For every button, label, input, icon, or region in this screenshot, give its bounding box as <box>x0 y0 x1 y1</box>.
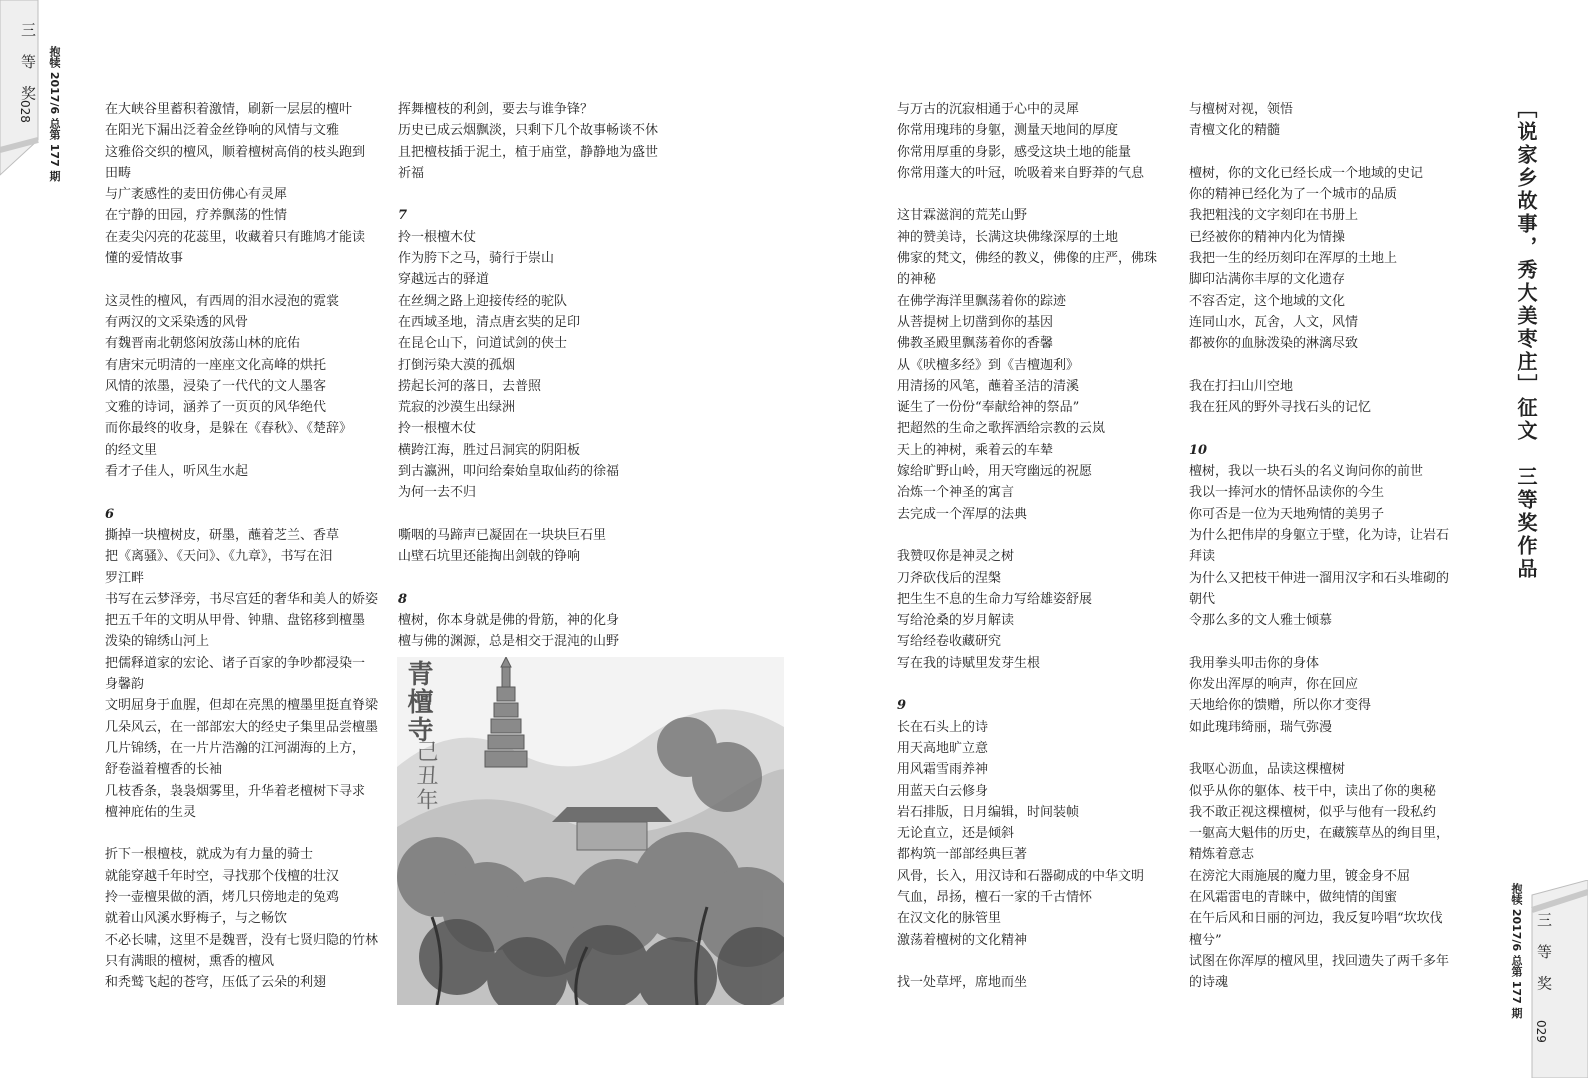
poem-line: 朝代 <box>1189 591 1216 607</box>
poem-line: 似乎从你的躯体、枝干中，读出了你的奥秘 <box>1189 783 1437 799</box>
painting-calligraphy-date: 己丑年 <box>413 740 438 812</box>
poem-line: 拎一根檀木仗 <box>398 421 477 437</box>
poem-line: 我把粗浅的文字刻印在书册上 <box>1189 208 1359 224</box>
poem-line: 几片锦绣，在一片片浩瀚的江河湖海的上方， <box>105 740 366 756</box>
poem-line: 写给沧桑的岁月解读 <box>897 613 1015 629</box>
stanza-break <box>398 184 678 205</box>
poem-line: 气血，昂扬，檀石一家的千古情怀 <box>897 889 1093 905</box>
poem-line: 精炼着意志 <box>1189 847 1255 863</box>
poem-line: 有唐宋元明清的一座座文化高峰的烘托 <box>105 357 327 373</box>
poem-line: 罗江畔 <box>105 570 145 586</box>
left-folio: 抱犊 2017/6 总第 177 期 <box>48 46 61 182</box>
poem-line: 长在石头上的诗 <box>897 719 989 735</box>
section-number: 6 <box>105 506 115 522</box>
poem-line: 我不敢正视这棵檀树，似乎与他有一段私约 <box>1189 804 1437 820</box>
poem-line: 檀神庇佑的生灵 <box>105 804 197 820</box>
poem-line: 的经文里 <box>105 442 158 458</box>
poem-line: 冶炼一个神圣的寓言 <box>897 485 1015 501</box>
stanza-break <box>897 525 1177 546</box>
poem-line: 与万古的沉寂相通于心中的灵犀 <box>897 102 1080 117</box>
right-award-label: 三 等 奖 <box>1535 912 1553 997</box>
poem-line: 嘶咽的马蹄声已凝固在一块块巨石里 <box>398 527 607 543</box>
poem-line: 把《离骚》、《天问》、《九章》，书写在汨 <box>105 549 333 565</box>
poem-line: 天地给你的馈赠，所以你才变得 <box>1189 698 1372 714</box>
poem-line: 几枝香条，袅袅烟雾里，升华着老檀树下寻求 <box>105 783 366 799</box>
poem-line: 写给经卷收藏研究 <box>897 634 1002 650</box>
stanza-break <box>1189 355 1469 376</box>
poem-line: 和秃鹫飞起的苍穹，压低了云朵的利翅 <box>105 975 327 991</box>
poem-line: 无论直立，还是倾斜 <box>897 826 1015 842</box>
poem-line: 我呕心沥血，品读这棵檀树 <box>1189 762 1346 778</box>
text-column-4 <box>1189 99 1469 993</box>
section-number: 7 <box>398 208 408 224</box>
poem-line: 舒卷溢着檀香的长袖 <box>105 762 223 778</box>
stanza-break <box>1189 631 1469 652</box>
poem-line: 你的精神已经化为了一个城市的品质 <box>1189 187 1398 203</box>
poem-line: 檀兮” <box>1189 932 1222 948</box>
poem-line: 不必长啸，这里不是魏晋，没有七贤归隐的竹林 <box>105 932 379 948</box>
poem-line: 如此瑰玮绮丽，瑞气弥漫 <box>1189 719 1333 735</box>
painting-calligraphy-title: 青檀寺 <box>403 660 433 744</box>
painting-drawing <box>397 657 784 1005</box>
poem-line: 风骨，长入，用汉诗和石器砌成的中华文明 <box>897 868 1145 884</box>
poem-line: 泼染的锦绣山河上 <box>105 634 210 650</box>
poem-line: 在风霜雷电的青睐中，做纯情的闺蜜 <box>1189 889 1398 905</box>
poem-line: 佛家的梵文，佛经的教义，佛像的庄严，佛珠 <box>897 251 1158 267</box>
poem-line: 几朵风云，在一部部宏大的经史子集里品尝檀墨 <box>105 719 379 735</box>
poem-line: 檀与佛的渊源，总是相交于混沌的山野 <box>398 634 620 650</box>
poem-line: 为什么又把枝干伸进一溜用汉字和石头堆砌的 <box>1189 570 1450 586</box>
poem-line: 从菩提树上切凿到你的基因 <box>897 314 1054 330</box>
ink-landscape-painting <box>397 657 784 1005</box>
poem-line: 在滂沱大雨施展的魔力里，镀金身不屈 <box>1189 868 1411 884</box>
poem-line: 你常用蓬大的叶冠，吮吸着来自野莽的气息 <box>897 165 1145 181</box>
poem-line: 就着山风溪水野梅子，与之畅饮 <box>105 911 288 927</box>
poem-line: 只有满眼的檀树，熏香的檀风 <box>105 953 275 969</box>
poem-line: 我在打扫山川空地 <box>1189 378 1294 394</box>
poem-line: 去完成一个浑厚的法典 <box>897 506 1028 522</box>
poem-line: 历史已成云烟飘淡，只剩下几个故事畅谈不休 <box>398 123 659 139</box>
poem-line: 在大峡谷里蓄积着激情，刷新一层层的檀叶 <box>105 102 353 117</box>
poem-line: 拎一根檀木仗 <box>398 229 477 245</box>
poem-line: 不容否定，这个地域的文化 <box>1189 293 1346 309</box>
poem-line: 在午后风和日丽的河边，我反复吟唱“坎坎伐 <box>1189 911 1443 927</box>
poem-line: 用清扬的风笔，蘸着圣洁的清溪 <box>897 378 1080 394</box>
poem-line: 把超然的生命之歌挥洒给宗教的云岚 <box>897 421 1106 437</box>
poem-line: 檀树，你本身就是佛的骨筋，神的化身 <box>398 613 620 629</box>
poem-line: 我以一捧河水的情怀品读你的今生 <box>1189 485 1385 501</box>
poem-line: 风情的浓墨，浸染了一代代的文人墨客 <box>105 378 327 394</box>
stanza-break <box>105 269 385 290</box>
poem-line: 横跨江海，胜过吕洞宾的阴阳板 <box>398 442 581 458</box>
poem-line: 打倒污染大漠的孤烟 <box>398 357 516 373</box>
poem-line: 你可否是一位为天地殉情的美男子 <box>1189 506 1385 522</box>
stanza-break <box>897 674 1177 695</box>
poem-line: 在佛学海洋里飘荡着你的踪迹 <box>897 293 1067 309</box>
poem-line: 试图在你浑厚的檀风里，找回遗失了两千多年 <box>1189 953 1450 969</box>
poem-line: 穿越远古的驿道 <box>398 272 490 288</box>
text-column-1 <box>105 99 385 993</box>
poem-line: 你常用厚重的身影，感受这块土地的能量 <box>897 144 1132 160</box>
poem-line: 檀树，我以一块石头的名义询问你的前世 <box>1189 464 1424 480</box>
poem-line: 而你最终的收身，是躲在《春秋》、《楚辞》 <box>105 421 353 437</box>
poem-line: 折下一根檀枝，就成为有力量的骑士 <box>105 847 314 863</box>
section-number: 9 <box>897 698 907 714</box>
poem-line: 田畴 <box>105 165 132 181</box>
poem-line: 在西域圣地，清点唐玄奘的足印 <box>398 314 581 330</box>
text-column-2 <box>398 99 678 653</box>
poem-line: 令那么多的文人雅士倾慕 <box>1189 613 1333 629</box>
poem-line: 青檀文化的精髓 <box>1189 123 1281 139</box>
poem-line: 捞起长河的落日，去普照 <box>398 378 542 394</box>
poem-line: 这雅俗交织的檀风，顺着檀树高俏的枝头跑到 <box>105 144 366 160</box>
poem-line: 找一处草坪，席地而坐 <box>897 975 1028 991</box>
poem-line: 作为胯下之马，骑行于崇山 <box>398 251 555 267</box>
poem-line: 身馨韵 <box>105 677 145 693</box>
left-page-number: 028 <box>18 100 32 123</box>
poem-line: 神的赞美诗，长满这块佛缘深厚的土地 <box>897 229 1119 245</box>
right-folio: 抱犊 2017/6 总第 177 期 <box>1510 883 1523 1019</box>
stanza-break <box>897 184 1177 205</box>
poem-line: 我把一生的经历刻印在浑厚的土地上 <box>1189 251 1398 267</box>
section-number: 8 <box>398 591 408 607</box>
right-page-title: ［说家乡故事，秀大美枣庄］征文 三等奖作品 <box>1514 98 1538 581</box>
poem-line: 在昆仑山下，问道试剑的侠士 <box>398 336 568 352</box>
poem-line: 在阳光下漏出泛着金丝铮响的风情与文雅 <box>105 123 340 139</box>
poem-line: 拜读 <box>1189 549 1216 565</box>
poem-line: 都构筑一部部经典巨著 <box>897 847 1028 863</box>
stanza-break <box>398 568 678 589</box>
poem-line: 一躯高大魁伟的历史，在藏簇草丛的绚目里， <box>1189 826 1450 842</box>
poem-line: 就能穿越千年时空，寻找那个伐檀的壮汉 <box>105 868 340 884</box>
poem-line: 与广袤感性的麦田仿佛心有灵犀 <box>105 187 288 203</box>
poem-line: 从《吠檀多经》到《吉檀迦利》 <box>897 357 1080 373</box>
poem-line: 祈福 <box>398 165 425 181</box>
poem-line: 拎一壶檀果做的酒，烤几只傍地走的兔鸡 <box>105 889 340 905</box>
poem-line: 文明屈身于血腥，但却在亮黑的檀墨里挺直脊梁 <box>105 698 379 714</box>
poem-line: 我赞叹你是神灵之树 <box>897 549 1015 565</box>
poem-line: 用天高地旷立意 <box>897 740 989 756</box>
poem-line: 你发出浑厚的响声，你在回应 <box>1189 677 1359 693</box>
poem-line: 荒寂的沙漠生出绿洲 <box>398 400 516 416</box>
poem-line: 书写在云梦泽旁，书尽宫廷的奢华和美人的娇姿 <box>105 591 379 607</box>
poem-line: 看才子佳人，听风生水起 <box>105 464 249 480</box>
poem-line: 山壁石坑里还能掏出剑戟的铮响 <box>398 549 581 565</box>
text-column-3 <box>897 99 1177 993</box>
poem-line: 已经被你的精神内化为情操 <box>1189 229 1346 245</box>
poem-line: 文雅的诗词，涵养了一页页的风华绝代 <box>105 400 327 416</box>
poem-line: 刀斧砍伐后的涅槃 <box>897 570 1002 586</box>
poem-line: 这灵性的檀风，有西周的泪水浸泡的霓裳 <box>105 293 340 309</box>
poem-line: 在宁静的田园，疗养飘荡的性情 <box>105 208 288 224</box>
poem-line: 嫁给旷野山岭，用天穹幽远的祝愿 <box>897 464 1093 480</box>
poem-line: 佛教圣殿里飘荡着你的香馨 <box>897 336 1054 352</box>
poem-line: 为什么把伟岸的身躯立于壁，化为诗，让岩石 <box>1189 527 1450 543</box>
poem-line: 懂的爱情故事 <box>105 251 184 267</box>
stanza-break <box>105 482 385 503</box>
poem-line: 在汉文化的脉管里 <box>897 911 1002 927</box>
right-page-number: 029 <box>1534 1020 1548 1043</box>
poem-line: 有魏晋南北朝悠闲放荡山林的庇佑 <box>105 336 301 352</box>
poem-line: 我用拳头叩击你的身体 <box>1189 655 1320 671</box>
poem-line: 脚印沾满你丰厚的文化遗存 <box>1189 272 1346 288</box>
stanza-break <box>897 951 1177 972</box>
poem-line: 这甘霖滋润的荒芜山野 <box>897 208 1028 224</box>
poem-line: 天上的神树，乘着云的车辇 <box>897 442 1054 458</box>
poem-line: 岩石排版，日月编辑，时间装帧 <box>897 804 1080 820</box>
left-award-label: 三 等 奖 <box>19 22 37 107</box>
poem-line: 在麦尖闪亮的花蕊里，收藏着只有雎鸠才能读 <box>105 229 366 245</box>
stanza-break <box>105 823 385 844</box>
poem-line: 的诗魂 <box>1189 975 1229 991</box>
poem-line: 把五千年的文明从甲骨、钟鼎、盘铭移到檀墨 <box>105 613 366 629</box>
poem-line: 撕掉一块檀树皮，研墨，蘸着芝兰、香草 <box>105 527 340 543</box>
poem-line: 写在我的诗赋里发芽生根 <box>897 655 1041 671</box>
poem-line: 激荡着檀树的文化精神 <box>897 932 1028 948</box>
stanza-break <box>1189 142 1469 163</box>
poem-line: 到古瀛洲，叩问给秦始皇取仙药的徐福 <box>398 464 620 480</box>
poem-line: 为何一去不归 <box>398 485 477 501</box>
poem-line: 诞生了一份份“奉献给神的祭品” <box>897 400 1080 416</box>
poem-line: 挥舞檀枝的利剑，要去与谁争锋？ <box>398 102 594 117</box>
stanza-break <box>1189 418 1469 439</box>
stanza-break <box>398 504 678 525</box>
poem-line: 有两汉的文采染透的风骨 <box>105 314 249 330</box>
poem-line: 把生生不息的生命力写给雄姿舒展 <box>897 591 1093 607</box>
poem-line: 在丝绸之路上迎接传经的驼队 <box>398 293 568 309</box>
poem-line: 都被你的血脉泼染的淋漓尽致 <box>1189 336 1359 352</box>
poem-line: 与檀树对视，领悟 <box>1189 102 1294 117</box>
section-number: 10 <box>1189 442 1208 458</box>
poem-line: 用蓝天白云修身 <box>897 783 989 799</box>
poem-line: 连同山水，瓦舍，人文，风情 <box>1189 314 1359 330</box>
poem-line: 且把檀枝插于泥土，植于庙堂，静静地为盛世 <box>398 144 659 160</box>
stanza-break <box>1189 738 1469 759</box>
poem-line: 我在狂风的野外寻找石头的记忆 <box>1189 400 1372 416</box>
poem-line: 的神秘 <box>897 272 937 288</box>
poem-line: 檀树，你的文化已经长成一个地域的史记 <box>1189 165 1424 181</box>
poem-line: 把儒释道家的宏论、诸子百家的争吵都浸染一 <box>105 655 366 671</box>
poem-line: 用风霜雪雨养神 <box>897 762 989 778</box>
poem-line: 你常用瑰玮的身躯，测量天地间的厚度 <box>897 123 1119 139</box>
